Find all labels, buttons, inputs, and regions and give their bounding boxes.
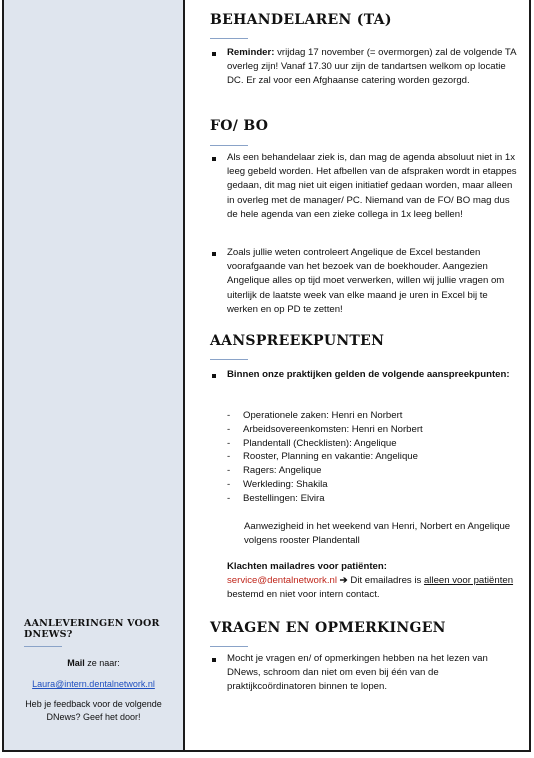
- list-item: [210, 246, 520, 317]
- section-title-fobo: FO/ BO: [210, 118, 269, 134]
- bullet-icon: [212, 252, 216, 256]
- contact-item: Operationele zaken: Henri en Norbert: [243, 410, 403, 421]
- mail-rest: ze naar:: [84, 658, 120, 668]
- vragen-text: Mocht je vragen en/ of opmerkingen hebben na het lezen van DNews, schroom dan niet om even bij één van de praktijkcoördinatoren binnen te lopen.: [227, 653, 488, 693]
- section-title-vragen: VRAGEN EN OPMERKINGEN: [210, 620, 446, 636]
- submissions-title: AANLEVERINGEN VOOR DNEWS?: [24, 618, 160, 640]
- fobo-bullet-1: Als een behandelaar ziek is, dan mag de agenda absoluut niet in 1x leeg gebeld worden. Het afbellen van de afspraken wordt in etappes gedaan, dit mag niet uit eigen initiatief gedaan worden, maar alleen in overleg met de manager/ PC. Niemand van de FO/ BO mag dus de hele agenda van een zieke collega in 1x leeg bellen!: [227, 152, 517, 220]
- mail-label: Mail: [67, 658, 85, 668]
- divider: [24, 646, 62, 647]
- bullet-icon: [212, 658, 216, 662]
- reminder-label: Reminder:: [227, 47, 275, 58]
- complaints-block: [227, 560, 527, 603]
- complaints-text: Dit emailadres is: [347, 575, 424, 587]
- complaints-end: bestemd en niet voor intern contact.: [227, 589, 380, 601]
- divider: [210, 145, 248, 146]
- list-item: - Plandentall (Checklisten): Angelique: [227, 437, 397, 449]
- mail-instruction: [18, 657, 169, 670]
- contact-item: Bestellingen: Elvira: [243, 492, 325, 504]
- contact-item: Rooster, Planning en vakantie: Angelique: [243, 451, 418, 463]
- list-item: - Operationele zaken: Henri en Norbert: [227, 410, 403, 421]
- contact-item: Arbeidsovereenkomsten: Henri en Norbert: [243, 423, 423, 435]
- fobo-bullet-2: Zoals jullie weten controleert Angelique de Excel bestanden voorafgaande van het bezoek van de boekhouder. Aangezien Angelique alles op tijd moet verwerken, willen wij jullie vragen om uiterlijk de laatste week van elke maand je uren in Excel bij te werken en op PD te zetten!: [227, 247, 505, 315]
- weekend-note: Aanwezigheid in het weekend van Henri, Norbert en Angelique volgens rooster Plandentall: [244, 521, 511, 547]
- bullet-icon: [212, 374, 216, 378]
- list-item: [210, 151, 520, 222]
- list-item: - Bestellingen: Elvira: [227, 492, 325, 504]
- divider: [210, 38, 248, 39]
- list-item: - Arbeidsovereenkomsten: Henri en Norbert: [227, 423, 423, 435]
- list-item: [210, 652, 520, 695]
- contact-item: Plandentall (Checklisten): Angelique: [243, 437, 397, 449]
- reminder-text: vrijdag 17 november (= overmorgen) zal de volgende TA overleg zijn! Vanaf 17.30 uur zijn de tandartsen welkom op locatie DC. Er zal voor een Afghaanse catering worden gezorgd.: [227, 47, 516, 87]
- contact-item: Ragers: Angelique: [243, 465, 322, 477]
- bullet-icon: [212, 52, 216, 56]
- list-item: - Werkleding: Shakila: [227, 478, 328, 490]
- list-item: [210, 46, 520, 89]
- arrow-icon: ➔: [339, 575, 348, 587]
- list-item: - Rooster, Planning en vakantie: Angelique: [227, 451, 418, 463]
- section-title-aanspreekpunten: AANSPREEKPUNTEN: [210, 333, 385, 349]
- contacts-list: [227, 409, 527, 506]
- divider: [210, 646, 248, 647]
- complaints-title: Klachten mailadres voor patiënten:: [227, 561, 387, 572]
- feedback-text: Heb je feedback voor de volgende DNews? Geef het door!: [25, 699, 162, 722]
- sidebar: [4, 0, 185, 750]
- list-item: [210, 368, 520, 382]
- section-title-behandelaren: BEHANDELAREN (TA): [210, 12, 392, 28]
- divider: [210, 359, 248, 360]
- aanspreek-intro: Binnen onze praktijken gelden de volgende aanspreekpunten:: [227, 369, 510, 380]
- complaints-emphasis: alleen voor patiënten: [423, 575, 514, 587]
- submissions-box: [4, 618, 183, 724]
- complaints-email: service@dentalnetwork.nl: [227, 575, 337, 587]
- submission-email-link[interactable]: Laura@intern.dentalnetwork.nl: [32, 679, 155, 689]
- list-item: - Ragers: Angelique: [227, 465, 322, 477]
- bullet-icon: [212, 157, 216, 161]
- contact-item: Werkleding: Shakila: [243, 478, 328, 490]
